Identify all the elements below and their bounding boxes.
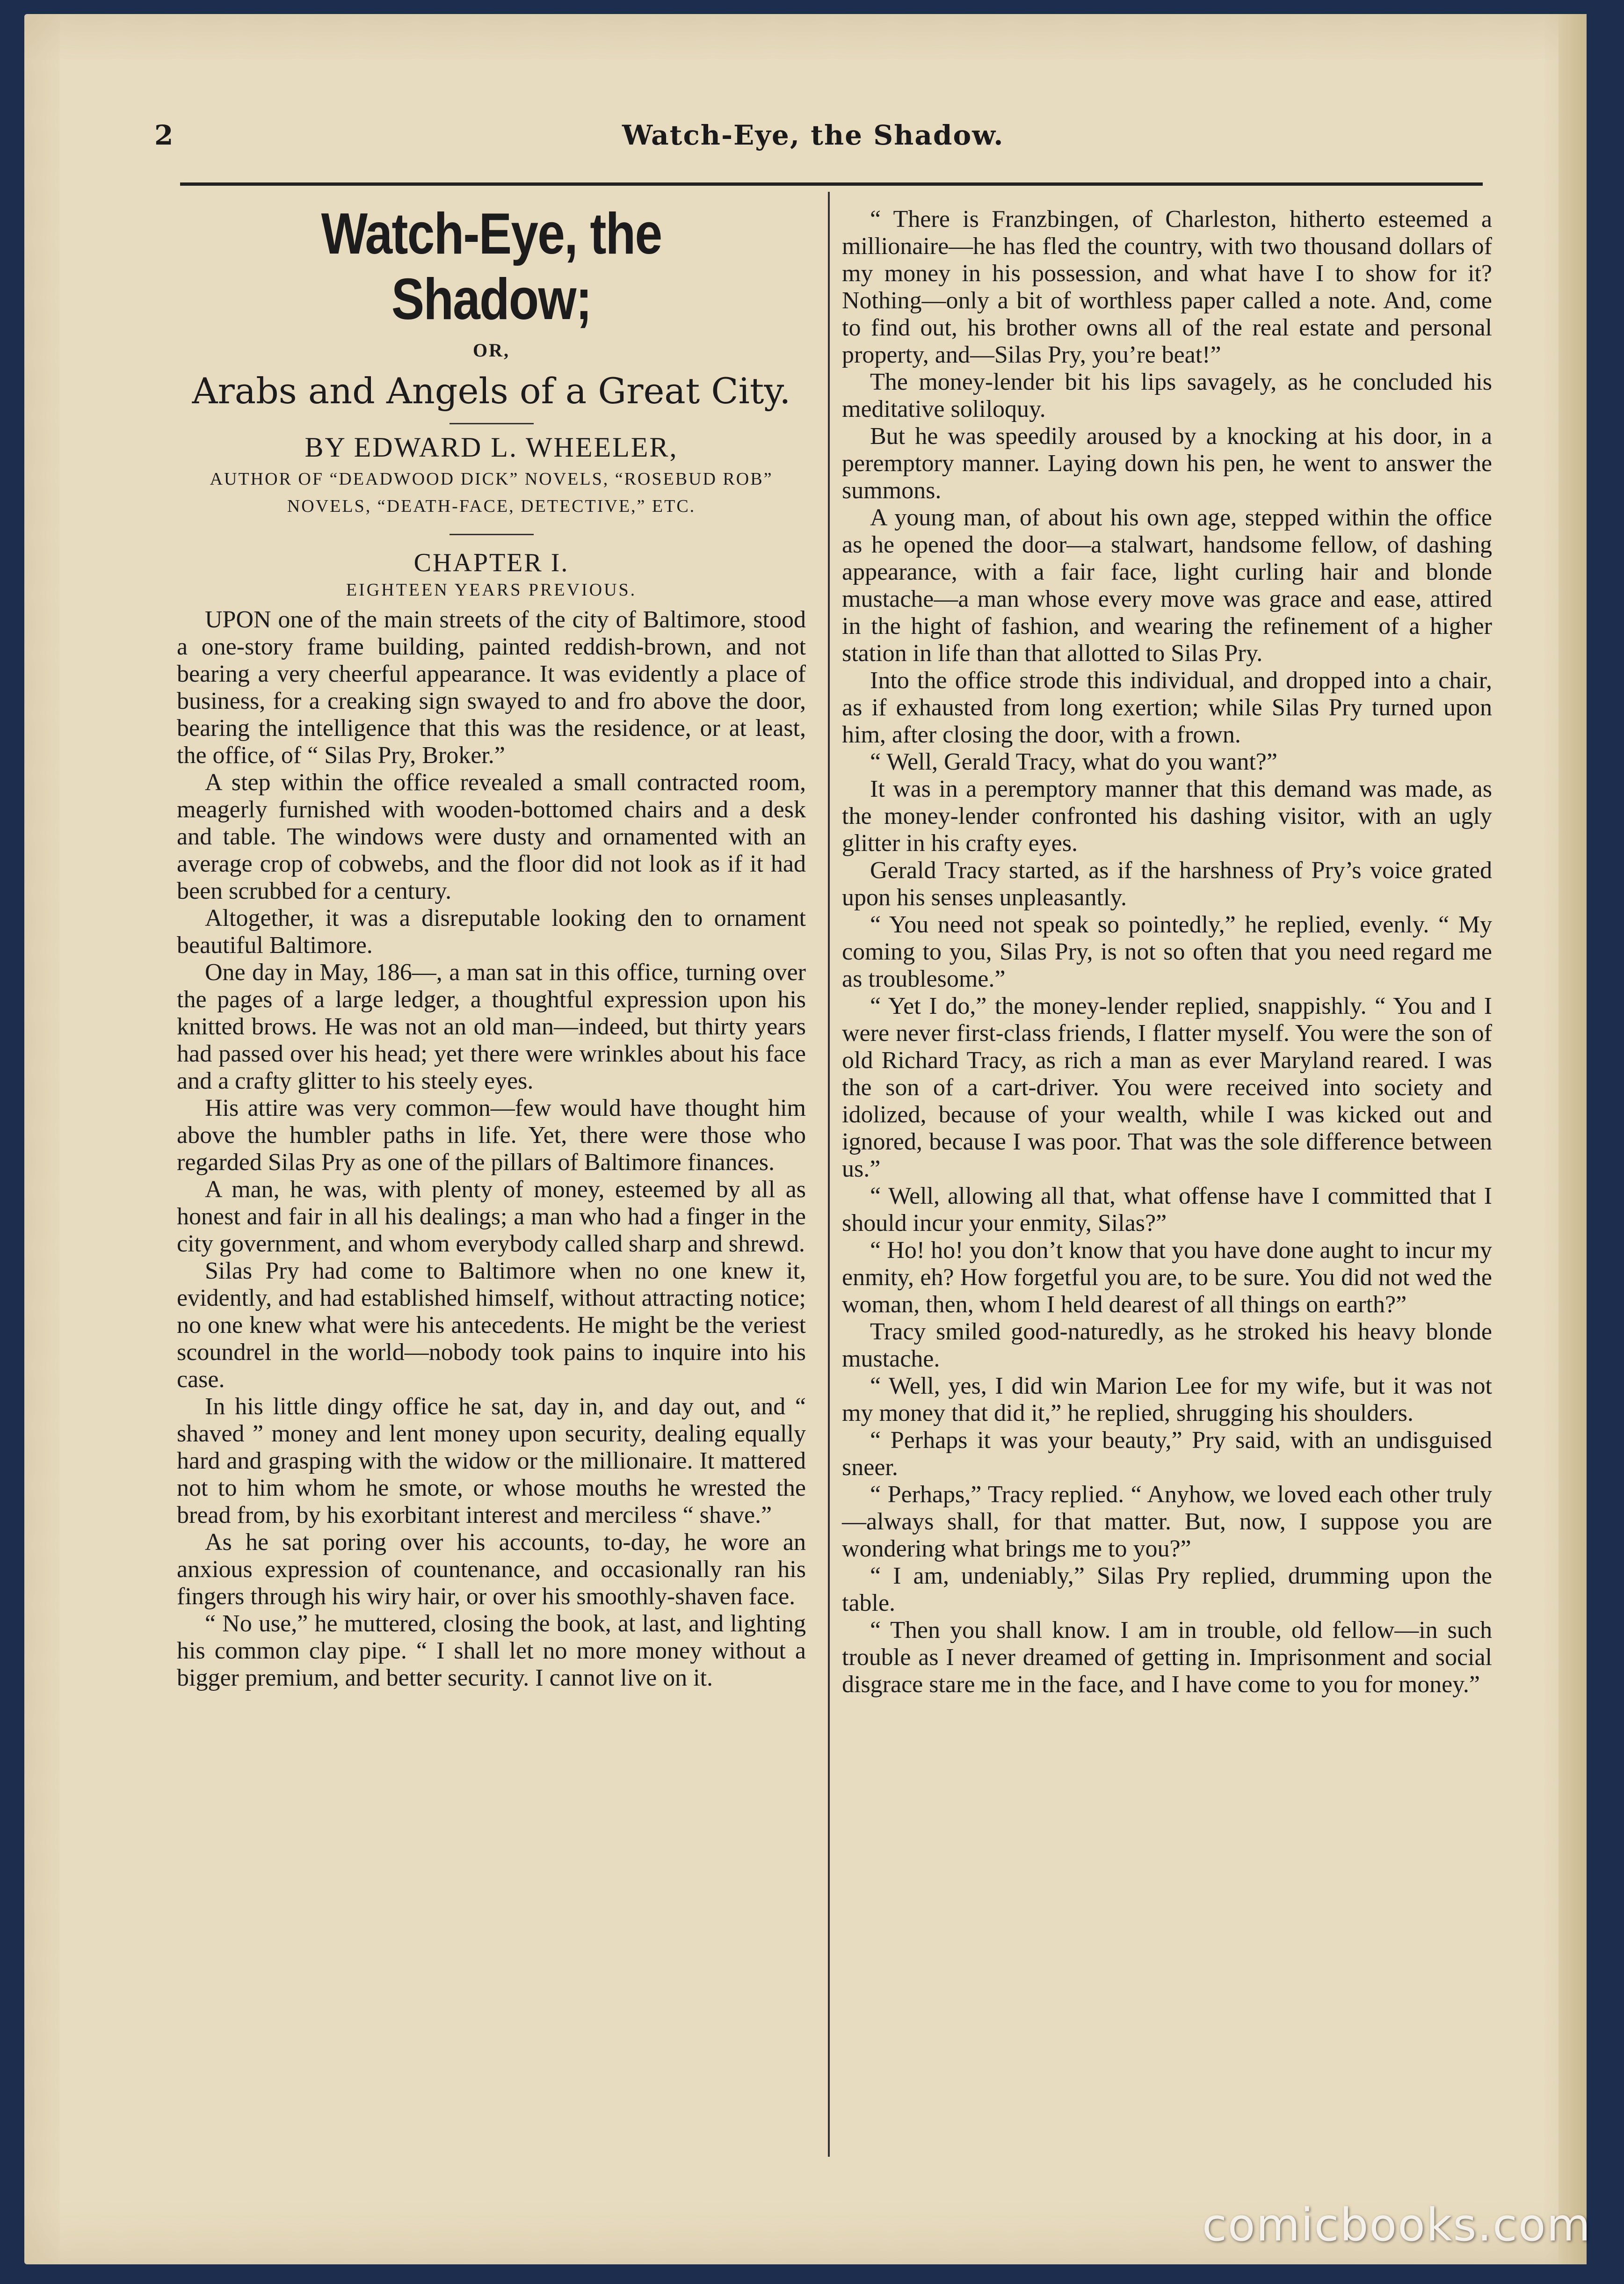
paragraph: A young man, of about his own age, stepped within the office as he opened the door—a stalwart, handsome fellow, of dashing appearance, with a fair face, light curling hair and blonde mustache—a man whose every move was grace and ease, attired in the hight of fashion, and wearing the refinement of a higher station in life than that allotted to Silas Pry. [842, 504, 1492, 667]
chapter-title: CHAPTER I. [413, 548, 569, 577]
paragraph: One day in May, 186—, a man sat in this office, turning over the pages of a large ledger, a thoughtful expression upon his knitted brows. He was not an old man—indeed, but thirty years had passed over his head; yet there were wrinkles about his face and a crafty glitter to his steely eyes. [177, 959, 806, 1094]
paragraph: “ Perhaps,” Tracy replied. “ Anyhow, we loved each other truly—always shall, for that matter. But, now, I suppose you are wondering what brings me to you?” [842, 1481, 1492, 1562]
paragraph: “ There is Franzbingen, of Charleston, hitherto esteemed a millionaire—he has fled the country, with two thousand dollars of my money in his possession, and what have I to show for it? Nothing—only a bit of worthless paper called a note. And, come to find out, his brother owns all of the real estate and personal property, and—Silas Pry, you’re beat!” [842, 206, 1492, 368]
running-title: Watch-Eye, the Shadow. [622, 119, 1004, 151]
watermark: comicbooks.com [1202, 2199, 1591, 2251]
byline-rule [450, 534, 534, 535]
paragraph: Altogether, it was a disreputable looking den to ornament beautiful Baltimore. [177, 905, 806, 959]
paragraph: “ Ho! ho! you don’t know that you have done aught to incur my enmity, eh? How forgetful you are, to be sure. You did not wed the woman, then, whom I held dearest of all things on earth?” [842, 1237, 1492, 1318]
author-note: AUTHOR OF “DEADWOOD DICK” NOVELS, “ROSEBUD ROB” NOVELS, “DEATH-FACE, DETECTIVE,” ETC. [210, 469, 773, 516]
story-title: Watch-Eye, the Shadow; [321, 202, 662, 332]
title-or: OR, [473, 340, 510, 361]
column-divider [828, 192, 830, 2157]
paragraph: It was in a peremptory manner that this demand was made, as the money-lender confronted his dashing visitor, with an ugly glitter in his crafty eyes. [842, 776, 1492, 857]
page-number: 2 [154, 119, 174, 151]
paragraph: “ I am, undeniably,” Silas Pry replied, drumming upon the table. [842, 1563, 1492, 1616]
paragraph: His attire was very common—few would have thought him above the humbler paths in life. Yet, there were those who regarded Silas Pry as one of the pillars of Baltimore finances. [177, 1095, 806, 1176]
paragraph: In his little dingy office he sat, day in, and day out, and “ shaved ” money and lent money upon security, dealing equally hard and grasping with the widow or the millionaire. It mattered not to him whom he smote, or whose mouths he wrested the bread from, by his exorbitant interest and merciless “ shave.” [177, 1393, 806, 1528]
paragraph: Into the office strode this individual, and dropped into a chair, as if exhausted from long exertion; while Silas Pry turned upon him, after closing the door, with a frown. [842, 667, 1492, 748]
paragraph: A step within the office revealed a small contracted room, meagerly furnished with wooden-bottomed chairs and a desk and table. The windows were dusty and ornamented with an average crop of cobwebs, and the floor did not look as if it had been scrubbed for a century. [177, 769, 806, 904]
header-rule [180, 182, 1483, 186]
paragraph: Silas Pry had come to Baltimore when no one knew it, evidently, and had established himself, without attracting notice; no one knew what were his antecedents. He might be the veriest scoundrel in the world—nobody took pains to inquire into his case. [177, 1258, 806, 1393]
paragraph: “ Well, Gerald Tracy, what do you want?” [870, 749, 1277, 775]
right-column [842, 206, 1492, 1698]
paragraph: UPON one of the main streets of the city of Baltimore, stood a one-story frame building, painted reddish-brown, and not bearing a very cheerful appearance. It was evidently a place of business, for a creaking sign swayed to and fro above the door, bearing the intelligence that this was the residence, or at least, the office, of “ Silas Pry, Broker.” [177, 606, 806, 769]
paragraph: “ Well, yes, I did win Marion Lee for my wife, but it was not my money that did it,” he replied, shrugging his shoulders. [842, 1373, 1492, 1426]
paragraph: “ Well, allowing all that, what offense have I committed that I should incur your enmity, Silas?” [842, 1183, 1492, 1237]
paragraph: But he was speedily aroused by a knocking at his door, in a peremptory manner. Laying down his pen, he went to answer the summons. [842, 423, 1492, 504]
paragraph: “ No use,” he muttered, closing the book, at last, and lighting his common clay pipe. “ I shall let no more money without a bigger premium, and better security. I cannot live on it. [177, 1610, 806, 1691]
paragraph: Gerald Tracy started, as if the harshness of Pry’s voice grated upon his senses unpleasantly. [842, 857, 1492, 911]
story-subtitle: Arabs and Angels of a Great City. [192, 370, 791, 412]
paragraph: As he sat poring over his accounts, to-day, he wore an anxious expression of countenance, and occasionally ran his fingers through his wiry hair, or over his smoothly-shaven face. [177, 1529, 806, 1610]
paragraph: A man, he was, with plenty of money, esteemed by all as honest and fair in all his dealings; a man who had a finger in the city government, and whom everybody called sharp and shrewd. [177, 1176, 806, 1257]
chapter-subtitle: EIGHTEEN YEARS PREVIOUS. [346, 580, 637, 600]
paragraph: “ You need not speak so pointedly,” he replied, evenly. “ My coming to you, Silas Pry, is not so often that you need regard me as troublesome.” [842, 911, 1492, 992]
left-column [177, 201, 806, 1692]
paragraph: “ Yet I do,” the money-lender replied, snappishly. “ You and I were never first-class friends, I flatter myself. You were the son of old Richard Tracy, as rich a man as ever Maryland reared. I was the son of a cart-driver. You were received into society and idolized, because of your wealth, while I was kicked out and ignored, because I was poor. That was the sole difference between us.” [842, 993, 1492, 1182]
title-rule [450, 423, 534, 424]
paragraph: “ Perhaps it was your beauty,” Pry said, with an undisguised sneer. [842, 1427, 1492, 1481]
byline: BY EDWARD L. WHEELER, [304, 432, 678, 463]
running-head [154, 119, 1483, 157]
paragraph: Tracy smiled good-naturedly, as he stroked his heavy blonde mustache. [842, 1318, 1492, 1372]
paragraph: “ Then you shall know. I am in trouble, old fellow—in such trouble as I never dreamed of getting in. Imprisonment and social disgrace stare me in the face, and I have come to you for money.” [842, 1617, 1492, 1698]
page-edge [1559, 14, 1587, 2264]
paragraph: The money-lender bit his lips savagely, as he concluded his meditative soliloquy. [842, 369, 1492, 422]
